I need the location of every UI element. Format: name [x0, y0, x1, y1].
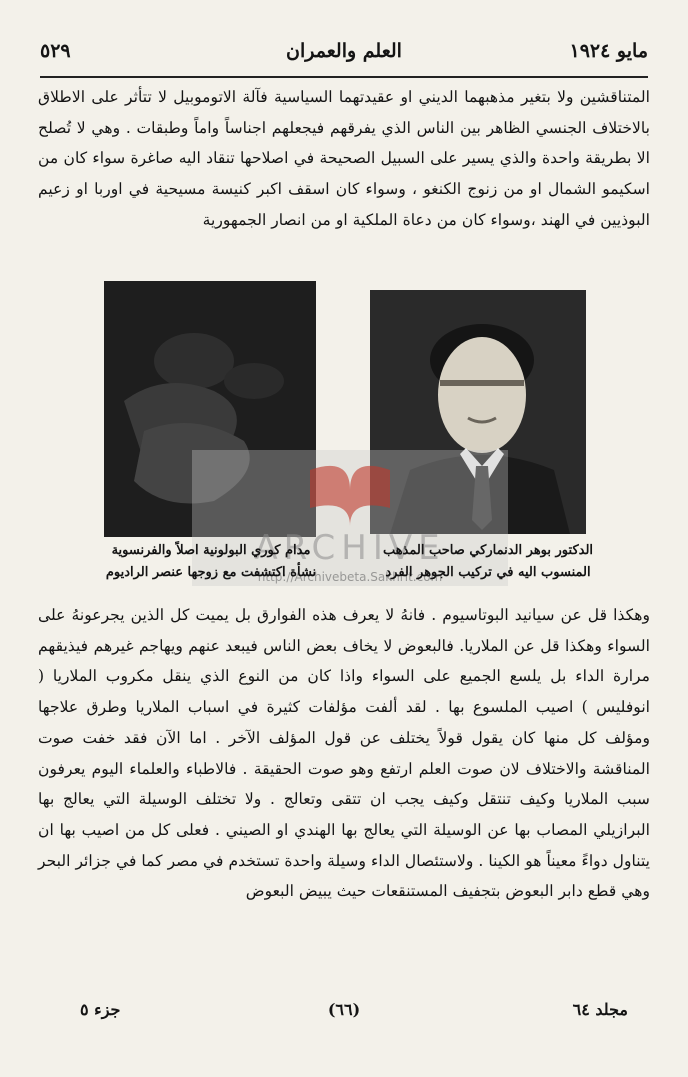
caption-curie-line-1: مدام كوري البولونية اصلاً والفرنسوية — [111, 543, 311, 558]
book-logo-icon — [192, 450, 508, 530]
caption-bohr-line-2: المنسوب اليه في تركيب الجوهر الفرد — [385, 565, 591, 580]
caption-bohr-line-1: الدكتور بوهر الدنماركي صاحب المذهب — [382, 543, 594, 558]
footer-volume: مجلد ٦٤ — [572, 1000, 628, 1019]
body-paragraph-2: وهكذا قل عن سيانيد البوتاسيوم . فانهُ لا يعرف هذه الفوارق بل يميت كل الذين يجرعونهُ على السواء وهكذا قل عن الملاريا. فالبعوض لا يخاف بعض الناس فيبعد عنهم ويهاجم غيرهم فيذيقهم مرارة الداء بل يلسع الجميع على السواء واذا كان من النوع الذي ينقل مكروب الملاريا ( انوفليس ) اصيب الملسوع بها . لقد ألفت مؤلفات كثيرة في اسباب الملاريا وطرق علاجها ومؤلف كل منها كان يقول قولاً يختلف عن قول المؤلف الآخر . اما الآن فقد خفت صوت المناقشة والاختلاف لان صوت العلم ارتفع وهو صوت الحقيقة . فالاطباء والعلماء اليوم يعرفون سبب الملاريا وكيف تنتقل وكيف يجب ان تتقى وتعالج . ولا تختلف الوسيلة التي يعالج بها البرازيلي المصاب بها عن الوسيلة التي يعالج بها الهندي او الصيني . فعلى كل من اصيب بها ان يتناول دواءً معيناً هو الكينا . ولاستئصال الداء وسيلة واحدة تستخدم في مصر كما في جزائر البحر وهي قطع دابر البعوض بتجفيف المستنقعات حيث يبيض البعوض — [38, 606, 650, 901]
header-date: مايو ١٩٢٤ — [569, 40, 648, 62]
watermark-url: http://Archivebeta.Sakhrit.com — [257, 570, 443, 584]
watermark-text: ARCHIVE — [254, 528, 446, 568]
footer-part: جزء ٥ — [80, 1000, 121, 1019]
header-page-number: ٥٢٩ — [40, 40, 71, 62]
caption-bohr — [368, 540, 608, 584]
header-title: العلم والعمران — [286, 40, 402, 62]
caption-curie — [96, 540, 326, 584]
page-header — [40, 34, 648, 74]
caption-curie-line-2: نشأة اكتشفت مع زوجها عنصر الراديوم — [105, 565, 317, 580]
body-paragraph-1: المتناقشين ولا بتغير مذهبهما الديني او عقيدتهما السياسية فآلة الاتوموبيل لا تتأثر على الاطلاق بالاختلاف الجنسي الظاهر بين الناس الذي يفرقهم فيجعلهم اجناساً واماً وطبقات . وهي لا تُصلح الا بطريقة واحدة والذي يسير على السبيل الصحيحة في اصلاحها تنقاد اليه صاغرة سواء كان من اسكيمو الشمال او من زنوج الكنغو ، وسواء كان اسقف اكبر كنيسة مسيحية في اوربا او زعيم البوذيين في الهند ،وسواء كان من دعاة الملكية او من انصار الجمهورية — [38, 88, 650, 229]
page-footer — [40, 1000, 648, 1030]
header-divider — [40, 76, 648, 78]
footer-page-number: (٦٦) — [327, 1000, 361, 1019]
